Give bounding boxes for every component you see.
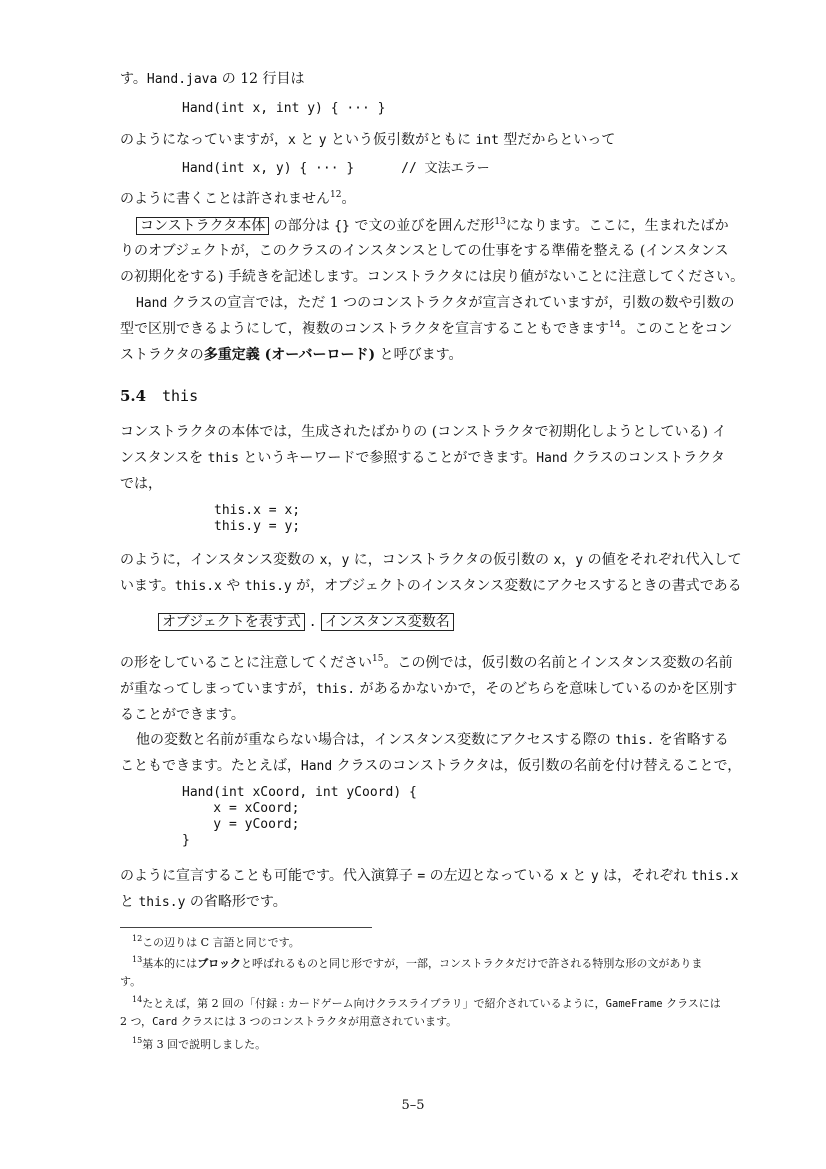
text-line: ストラクタの多重定義 (オーバーロード) と呼びます。 — [120, 347, 463, 363]
text-line: が重なってしまっていますが，this. があるかないかで，そのどちらを意味しているのかを区別す — [120, 681, 738, 697]
text-line: 他の変数と名前が重ならない場合は，インスタンス変数にアクセスする際の this. を省略する — [136, 732, 729, 748]
text-line: 型で区別できるようにして，複数のコンストラクタを宣言することもできます$^{14}$。このことをコン — [120, 320, 733, 337]
footnote: $^{15}$第 3 回で説明しました。 — [132, 1036, 267, 1051]
syntax-form: オブジェクトを表す式 . インスタンス変数名 — [158, 613, 558, 632]
text-line: コンストラクタ本体 の部分は {} で文の並びを囲んだ形$^{13}$になります。ここに，生まれたばか — [136, 217, 750, 236]
footnote-ref: 14 — [609, 320, 621, 330]
text-line: コンストラクタの本体では，生成されたばかりの (コンストラクタで初期化しようとしている) イ — [120, 424, 727, 440]
footnote-ref: 15 — [372, 654, 384, 664]
footnote-ref: 12 — [330, 190, 342, 200]
footnote: $^{12}$この辺りは C 言語と同じです。 — [132, 934, 300, 949]
bold-term: 多重定義 (オーバーロード) — [203, 347, 376, 363]
text-line: と this.y の省略形です。 — [120, 894, 287, 910]
footnote-divider — [120, 927, 372, 928]
boxed-term: インスタンス変数名 — [321, 613, 454, 631]
footnote-cont: す。 — [120, 975, 142, 988]
text-line: のように，インスタンス変数の x，y に，コンストラクタの仮引数の x，y の値をそれぞれ代入して — [120, 552, 742, 568]
text-line: のように書くことは許されません$^{12}$。 — [120, 190, 356, 207]
text-line: います。this.x や this.y が，オブジェクトのインスタンス変数にアクセスするときの書式である — [120, 578, 742, 594]
text-line: のようになっていますが，x と y という仮引数がともに int 型だからといって — [120, 132, 616, 148]
boxed-term: オブジェクトを表す式 — [158, 613, 305, 631]
footnote: $^{14}$たとえば，第 2 回の「付録 : カードゲーム向けクラスライブラリ」で紹介されているように，GameFrame クラスには — [132, 995, 721, 1010]
text-line: の形をしていることに注意してください$^{15}$。この例では，仮引数の名前とインスタンス変数の名前 — [120, 654, 733, 671]
text-line: Hand クラスの宣言では，ただ 1 つのコンストラクタが宣言されていますが，引数の数や引数の — [136, 295, 735, 311]
text-line: こともできます。たとえば，Hand クラスのコンストラクタは，仮引数の名前を付け替えることで， — [120, 758, 742, 774]
footnote-ref: 13 — [494, 217, 506, 227]
text-line: す。Hand.java の 12 行目は — [120, 71, 305, 87]
boxed-term: コンストラクタ本体 — [136, 217, 269, 235]
text-line: では， — [120, 476, 162, 492]
section-title: this — [162, 387, 199, 405]
footnote: $^{13}$基本的にはブロックと呼ばれるものと同じ形ですが，一部，コンストラクタだけで許される特別な形の文がありま — [132, 955, 703, 970]
section-number: 5.4 — [120, 387, 147, 405]
page-number: 5–5 — [401, 1098, 425, 1113]
text-line: ンスタンスを this というキーワードで参照することができます。Hand クラスのコンストラクタ — [120, 450, 725, 466]
code-block: this.x = x; this.y = y; — [214, 503, 301, 534]
code-snippet: Hand(int x, int y) { ··· } — [182, 101, 386, 116]
code-block: Hand(int xCoord, int yCoord) { x = xCoord; y = yCoord; } — [182, 785, 417, 848]
text-line: のように宣言することも可能です。代入演算子 = の左辺となっている x と y は，それぞれ this.x — [120, 868, 739, 884]
text-line: ることができます。 — [120, 707, 245, 723]
text-line: りのオブジェクトが，このクラスのインスタンスとしての仕事をする準備を整える (インスタンス — [120, 243, 729, 259]
text-line: の初期化をする) 手続きを記述します。コンストラクタには戻り値がないことに注意してください。 — [120, 269, 745, 285]
section-heading — [120, 386, 198, 406]
footnote-cont: 2 つ，Card クラスには 3 つのコンストラクタが用意されています。 — [120, 1015, 458, 1028]
code-snippet: Hand(int x, y) { ··· } // 文法エラー — [182, 161, 490, 176]
